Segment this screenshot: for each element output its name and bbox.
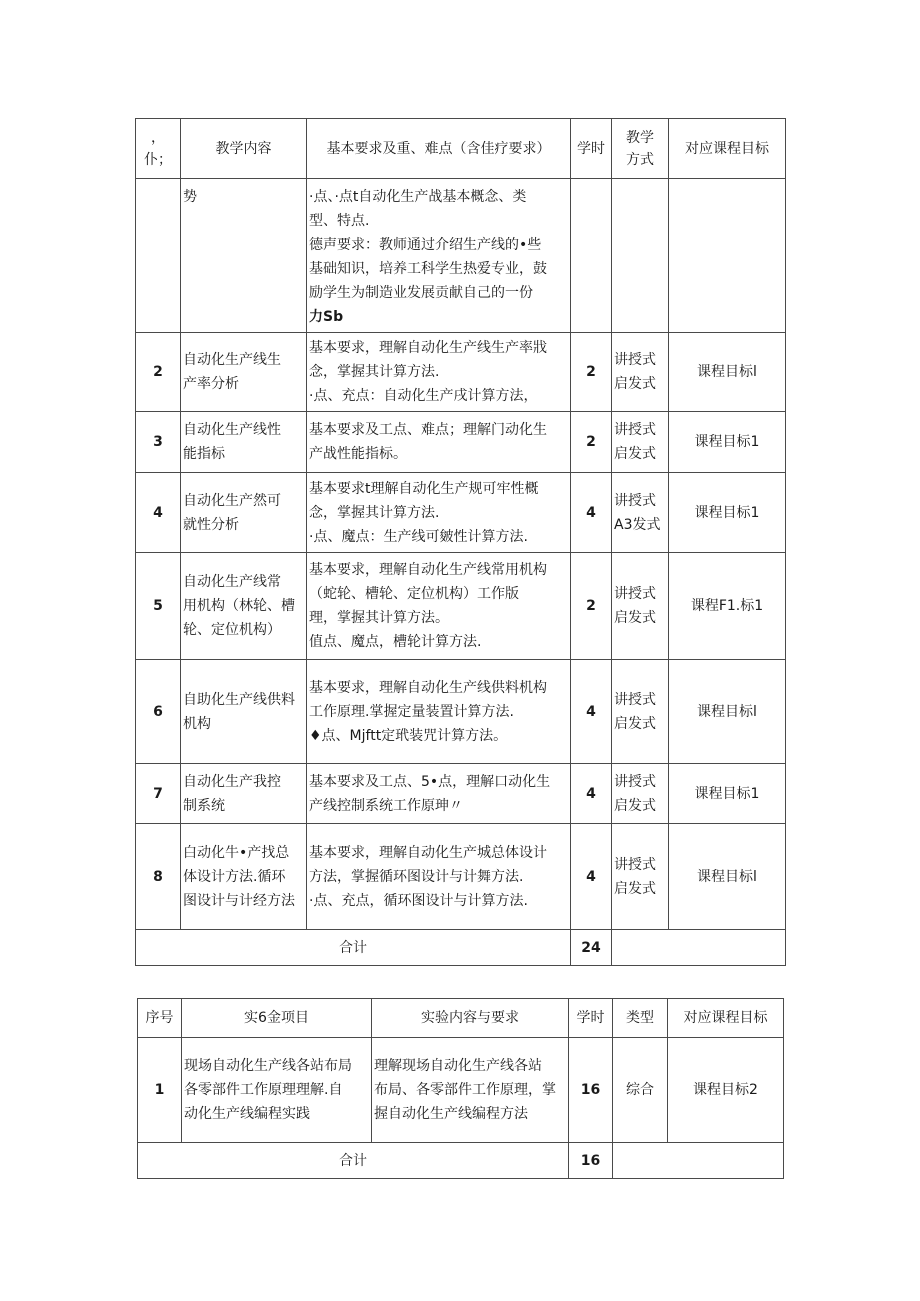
req-line: ·点、充点：自动化生产戌计算方法， <box>309 388 538 404</box>
req-line: 工作原理.掌握定量装置计算方法. <box>309 703 514 720</box>
req-line: 型、特点. <box>309 213 370 229</box>
req-line: ♦点、Mjftt定玳装咒计算方法。 <box>309 727 508 744</box>
row-seq: 3 <box>136 412 181 473</box>
table2-header-type: 类型 <box>613 999 668 1038</box>
table1-header-row <box>136 119 786 179</box>
header-seq-line2: 仆； <box>144 151 172 168</box>
header-method-line1: 教学 <box>626 129 654 146</box>
row-type: 综合 <box>613 1038 668 1143</box>
method-line: 讲授式 <box>614 492 656 509</box>
row-seq: 7 <box>136 764 181 824</box>
method-line: 启发式 <box>614 715 656 732</box>
method-line: 讲授式 <box>614 773 656 790</box>
content-line: 理解现场自动化生产线各站 <box>374 1058 542 1074</box>
cont-method <box>612 179 669 333</box>
table-row-2 <box>136 333 786 412</box>
content-line: 机构 <box>183 715 211 732</box>
total-empty <box>612 930 786 966</box>
project-line: 现场自动化生产线各站布局 <box>184 1058 352 1074</box>
content-line: 图设计与计经方法 <box>183 892 295 909</box>
table-row-3 <box>136 412 786 473</box>
content-line: 就性分析 <box>183 516 239 533</box>
table1-header-goal: 对应课程目标 <box>669 119 786 179</box>
req-line: 基本要求，理解自动化生产线生产率戕 <box>309 340 547 356</box>
total-hours: 16 <box>569 1143 613 1179</box>
content-line: 轮、定位机构） <box>183 622 281 638</box>
row-method <box>612 824 669 930</box>
method-line: 讲授式 <box>614 691 656 708</box>
req-line: ·点、魔点：生产线可皴性计算方法. <box>309 528 528 545</box>
content-line: 握自动化生产线编程方法 <box>374 1106 528 1122</box>
req-line: 基本要求，理解自动化生产线供料机构 <box>309 679 547 696</box>
row-content <box>181 473 307 553</box>
table1-header-hours: 学时 <box>571 119 612 179</box>
total-label: 合计 <box>136 930 571 966</box>
cont-goal <box>669 179 786 333</box>
req-line: 产战性能指标。 <box>309 446 407 462</box>
row-project <box>182 1038 372 1143</box>
row-goal: 课程目标2 <box>668 1038 784 1143</box>
content-line: 体设计方法.循环 <box>183 868 286 885</box>
row-goal: 课程目标l <box>669 333 786 412</box>
row-method <box>612 473 669 553</box>
req-line: ·点、充点，循环图设计与计算方法. <box>309 892 528 909</box>
method-line: 讲授式 <box>614 586 656 602</box>
row-seq: 1 <box>138 1038 182 1143</box>
method-line: 讲授式 <box>614 352 656 368</box>
row-goal: 课程目标1 <box>669 764 786 824</box>
row-requirements <box>307 412 571 473</box>
table2-header-seq: 序号 <box>138 999 182 1038</box>
row-content <box>181 764 307 824</box>
row-requirements <box>307 473 571 553</box>
row-method <box>612 412 669 473</box>
method-line: 启发式 <box>614 446 656 462</box>
req-line: 理，掌握其计算方法。 <box>309 610 449 626</box>
req-line: 值点、魔点，槽轮计算方法. <box>309 634 482 650</box>
row-requirements <box>307 764 571 824</box>
method-line: 讲授式 <box>614 856 656 873</box>
total-label: 合计 <box>138 1143 569 1179</box>
req-line: 产线控制系统工作原珅〃 <box>309 797 463 814</box>
row-method <box>612 660 669 764</box>
total-empty <box>613 1143 784 1179</box>
table-row-4 <box>136 473 786 553</box>
header-seq-line1: ， <box>151 129 165 146</box>
row-requirements <box>307 333 571 412</box>
content-line: 产率分析 <box>183 376 239 392</box>
table2-total-row <box>138 1143 784 1179</box>
row-goal: 课程目标1 <box>669 473 786 553</box>
content-line: 自动化生产线常 <box>183 574 281 590</box>
row-goal: 课程目标l <box>669 660 786 764</box>
row-hours: 4 <box>571 473 612 553</box>
req-line: 基本要求t理解自动化生产规可牢性概 <box>309 480 539 497</box>
table1-header-seq <box>136 119 181 179</box>
row-content <box>181 553 307 660</box>
row-hours: 4 <box>571 764 612 824</box>
req-line: 基础知识，培养工科学生热爱专业，鼓 <box>309 261 547 277</box>
table1-header-requirements: 基本要求及重、难点（含佳疗要求） <box>307 119 571 179</box>
teaching-content-table <box>135 118 786 966</box>
row-hours: 2 <box>571 412 612 473</box>
req-line: 基本要求及工点、难点；理解门动化生 <box>309 422 547 438</box>
table2-header-project: 实6金项目 <box>182 999 372 1038</box>
table-row-7 <box>136 764 786 824</box>
method-line: 启发式 <box>614 610 656 626</box>
req-line: 德声要求：教师通过介绍生产线的•些 <box>309 237 542 253</box>
table-row-6 <box>136 660 786 764</box>
row-hours: 16 <box>569 1038 613 1143</box>
table2-header-content: 实验内容与要求 <box>372 999 569 1038</box>
content-line: 制系统 <box>183 797 225 814</box>
table1-header-content: 教学内容 <box>181 119 307 179</box>
row-requirements <box>307 553 571 660</box>
row-seq: 5 <box>136 553 181 660</box>
experiment-table <box>137 998 784 1179</box>
req-line: 念，掌握其计算方法. <box>309 364 440 380</box>
row-requirements <box>307 660 571 764</box>
row-requirements <box>307 824 571 930</box>
row-content <box>372 1038 569 1143</box>
table1-header-method <box>612 119 669 179</box>
content-line: 用机构（林轮、槽 <box>183 598 295 614</box>
cont-seq <box>136 179 181 333</box>
table2-header-hours: 学时 <box>569 999 613 1038</box>
method-line: 启发式 <box>614 880 656 897</box>
req-line: 基本要求，理解自动化生产线常用机构 <box>309 562 547 578</box>
row-seq: 4 <box>136 473 181 553</box>
table2-header-goal: 对应课程目标 <box>668 999 784 1038</box>
row-method <box>612 333 669 412</box>
row-seq: 8 <box>136 824 181 930</box>
row-seq: 6 <box>136 660 181 764</box>
table-row-8 <box>136 824 786 930</box>
row-seq: 2 <box>136 333 181 412</box>
table-row-5 <box>136 553 786 660</box>
row-goal: 课程F1.标1 <box>669 553 786 660</box>
project-line: 各零部件工作原理理解.自 <box>184 1082 343 1098</box>
row-hours: 2 <box>571 553 612 660</box>
req-line: 念，掌握其计算方法. <box>309 504 440 521</box>
row-goal: 课程目标l <box>669 824 786 930</box>
row-content <box>181 412 307 473</box>
content-line: 自动化生产然可 <box>183 492 281 509</box>
content-line: 自动化生产线生 <box>183 352 281 368</box>
row-goal: 课程目标1 <box>669 412 786 473</box>
row-hours: 4 <box>571 824 612 930</box>
cont-requirements <box>307 179 571 333</box>
row-method <box>612 553 669 660</box>
content-line: 自助化生产线供料 <box>183 691 295 708</box>
table2-header-row <box>138 999 784 1038</box>
total-hours: 24 <box>571 930 612 966</box>
row-method <box>612 764 669 824</box>
method-line: A3发式 <box>614 516 661 533</box>
table-row <box>138 1038 784 1143</box>
req-line: 方法，掌握循环图设计与计舞方法. <box>309 868 524 885</box>
project-line: 动化生产线编程实践 <box>184 1106 310 1122</box>
req-line: 励学生为制造业发展贡献自己的一份 <box>309 285 533 301</box>
req-line: 基本要求及工点、5•点，理解口动化生 <box>309 773 551 790</box>
content-line: 能指标 <box>183 446 225 462</box>
table-row-continuation <box>136 179 786 333</box>
row-content <box>181 824 307 930</box>
header-method-line2: 方式 <box>626 151 654 168</box>
table1-total-row <box>136 930 786 966</box>
content-line: 自动化生产我控 <box>183 773 281 790</box>
cont-hours <box>571 179 612 333</box>
content-line: 自动化生产线性 <box>183 422 281 438</box>
method-line: 讲授式 <box>614 422 656 438</box>
req-line: 力Sb <box>309 309 344 325</box>
cont-content: 势 <box>181 179 307 333</box>
row-hours: 2 <box>571 333 612 412</box>
row-hours: 4 <box>571 660 612 764</box>
content-line: 白动化牛•产找总 <box>183 844 290 861</box>
method-line: 启发式 <box>614 797 656 814</box>
row-content <box>181 660 307 764</box>
row-content <box>181 333 307 412</box>
req-line: 基本要求，理解自动化生产城总体设计 <box>309 844 547 861</box>
content-line: 布局、各零部件工作原理，掌 <box>374 1082 556 1098</box>
method-line: 启发式 <box>614 376 656 392</box>
req-line: （蛇轮、槽轮、定位机构）工作版 <box>309 586 519 602</box>
req-line: ·点、·点t自动化生产战基本概念、类 <box>309 189 527 205</box>
